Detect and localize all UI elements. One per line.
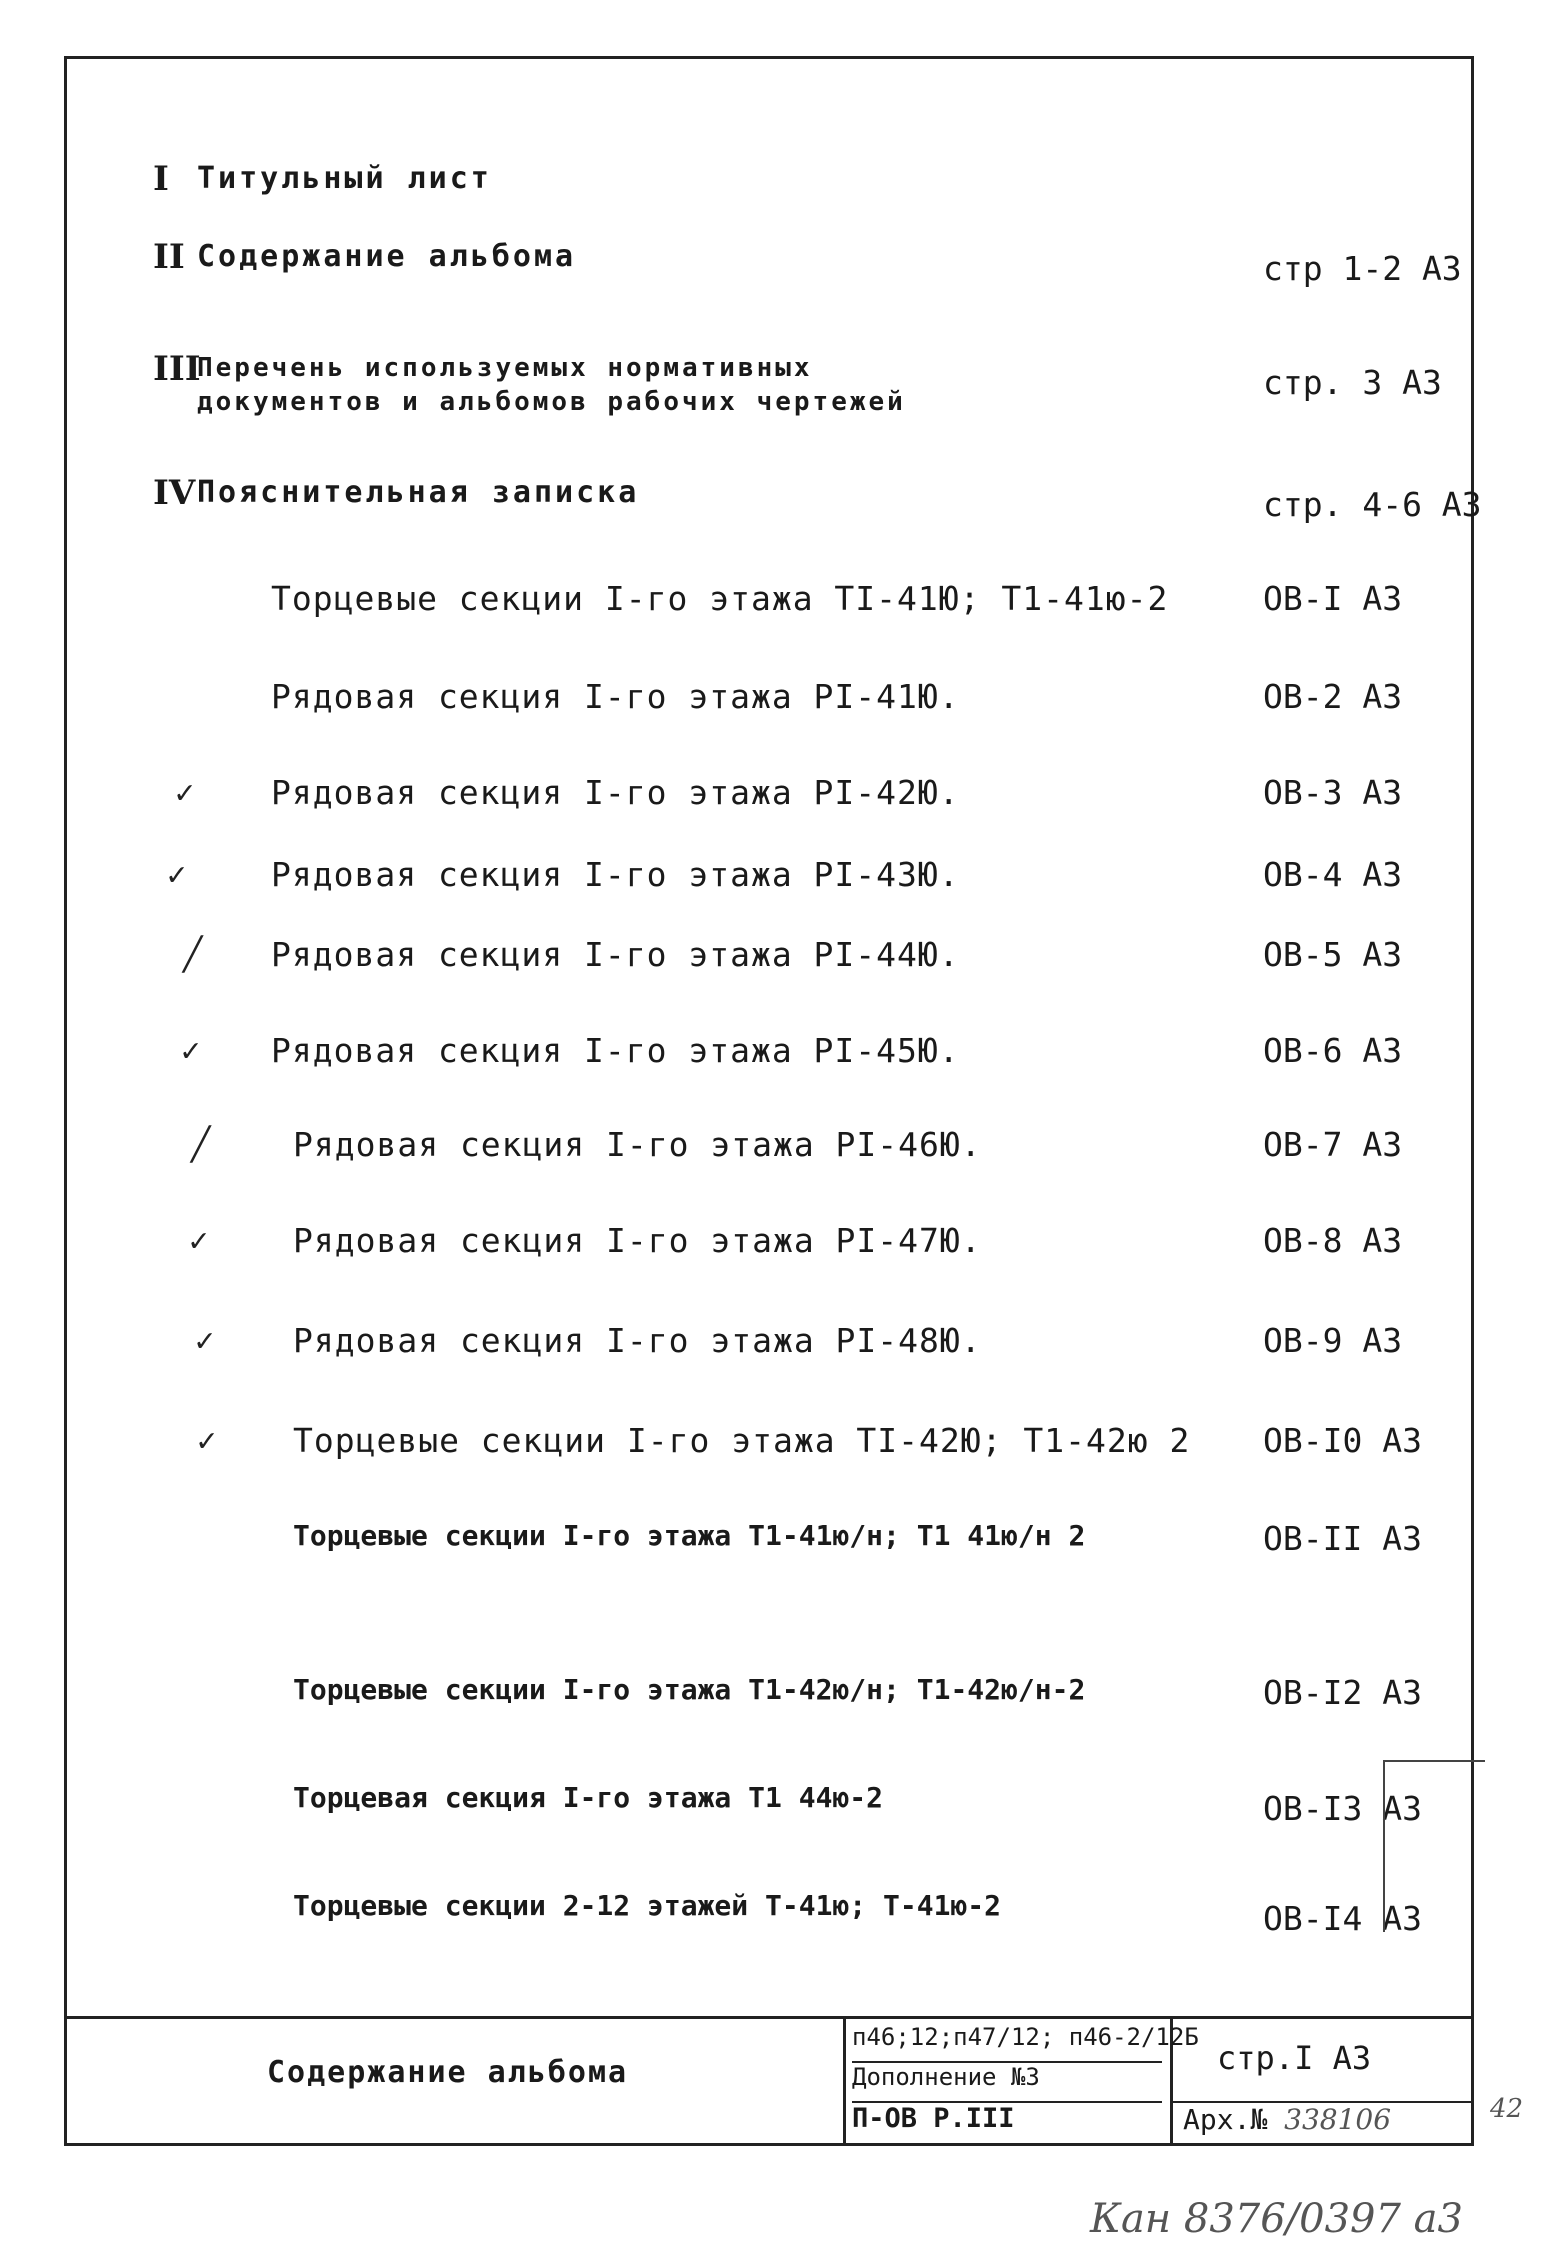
section-number: I bbox=[153, 159, 169, 199]
project-codes: п46;12;п47/12; п46-2/12Б bbox=[852, 2023, 1199, 2051]
check-mark-icon: ✓ bbox=[175, 773, 195, 811]
section-title: Титульный лист bbox=[197, 161, 492, 196]
section-number: IV bbox=[153, 473, 196, 513]
sheet-title: Торцевые секции 2-12 этажей Т-41ю; Т-41ю-2 bbox=[293, 1889, 1002, 1922]
sheet-title: Рядовая секция I-го этажа PI-42Ю. bbox=[271, 773, 960, 812]
sheet-title: Рядовая секция I-го этажа PI-41Ю. bbox=[271, 677, 960, 716]
check-mark-icon: ✓ bbox=[181, 1031, 201, 1069]
sheet-title: Рядовая секция I-го этажа PI-45Ю. bbox=[271, 1031, 960, 1070]
sheet-title: Рядовая секция I-го этажа PI-43Ю. bbox=[271, 855, 960, 894]
section-code: П-ОВ Р.III bbox=[852, 2101, 1162, 2134]
section-row-2 bbox=[67, 237, 1471, 307]
corner-stamp-frame bbox=[1383, 1760, 1485, 1932]
section-number: II bbox=[153, 237, 185, 277]
sheet-title: Торцевые секции I-го этажа ТI-42Ю; Т1-42ю 2 bbox=[293, 1421, 1191, 1460]
archive-label: Арх.№ bbox=[1183, 2103, 1268, 2136]
sheet-row-13 bbox=[67, 1781, 1471, 1851]
sheet-row-2 bbox=[67, 677, 1471, 747]
section-ref: стр. 3 А3 bbox=[1263, 363, 1442, 402]
section-ref: стр 1-2 А3 bbox=[1263, 249, 1462, 288]
sheet-row-6 bbox=[67, 1031, 1471, 1101]
sheet-ref: ОВ-II А3 bbox=[1263, 1519, 1422, 1558]
title-block bbox=[67, 2016, 1471, 2143]
sheet-title: Рядовая секция I-го этажа PI-48Ю. bbox=[293, 1321, 982, 1360]
archive-number: 338106 bbox=[1284, 2103, 1392, 2136]
section-row-3 bbox=[67, 349, 1471, 459]
sheet-ref: ОВ-I3 А3 bbox=[1263, 1789, 1422, 1828]
sheet-ref: ОВ-9 А3 bbox=[1263, 1321, 1403, 1360]
sheet-ref: ОВ-I А3 bbox=[1263, 579, 1403, 618]
sheet-row-14 bbox=[67, 1889, 1471, 1959]
margin-page-number: 42 bbox=[1490, 2094, 1524, 2124]
sheet-row-9 bbox=[67, 1321, 1471, 1391]
sheet-title: Торцевая секция I-го этажа Т1 44ю-2 bbox=[293, 1781, 884, 1814]
sheet-row-8 bbox=[67, 1221, 1471, 1291]
sheet-row-12 bbox=[67, 1673, 1471, 1743]
section-row-1 bbox=[67, 159, 1471, 229]
sheet-title: Торцевые секции I-го этажа Т1-41ю/н; Т1 41ю/н 2 bbox=[293, 1519, 1086, 1552]
check-mark-icon: ✓ bbox=[197, 1421, 217, 1459]
sheet-row-11 bbox=[67, 1519, 1471, 1589]
check-mark-icon: ╱ bbox=[183, 935, 203, 973]
section-title: Содержание альбома bbox=[197, 239, 577, 274]
sheet-row-3 bbox=[67, 773, 1471, 843]
sheet-ref: ОВ-I0 А3 bbox=[1263, 1421, 1422, 1460]
sheet-ref: ОВ-I4 А3 bbox=[1263, 1899, 1422, 1938]
check-mark-icon: ╱ bbox=[191, 1125, 211, 1163]
title-block-code bbox=[843, 2019, 1199, 2143]
sheet-row-1 bbox=[67, 579, 1471, 649]
sheet-row-10 bbox=[67, 1421, 1471, 1491]
check-mark-icon: ✓ bbox=[189, 1221, 209, 1259]
page-number: стр.I А3 bbox=[1217, 2039, 1372, 2077]
sheet-ref: ОВ-4 А3 bbox=[1263, 855, 1403, 894]
sheet-ref: ОВ-I2 А3 bbox=[1263, 1673, 1422, 1712]
section-title: Перечень используемых нормативных документов и альбомов рабочих чертежей bbox=[197, 353, 906, 417]
sheet-title: Торцевые секции I-го этажа ТI-41Ю; Т1-41ю-2 bbox=[271, 579, 1169, 618]
section-title: Пояснительная записка bbox=[197, 475, 640, 510]
sheet-row-5 bbox=[67, 935, 1471, 1005]
sheet-title: Рядовая секция I-го этажа PI-44Ю. bbox=[271, 935, 960, 974]
addendum-label: Дополнение №3 bbox=[852, 2061, 1162, 2091]
section-row-4 bbox=[67, 473, 1482, 543]
sheet-ref: ОВ-3 А3 bbox=[1263, 773, 1403, 812]
sheet-row-4 bbox=[67, 855, 1471, 925]
check-mark-icon: ✓ bbox=[167, 855, 187, 893]
sheet-row-7 bbox=[67, 1125, 1471, 1195]
title-block-caption: Содержание альбома bbox=[267, 2055, 629, 2090]
sheet-title: Рядовая секция I-го этажа PI-46Ю. bbox=[293, 1125, 982, 1164]
sheet-ref: ОВ-2 А3 bbox=[1263, 677, 1403, 716]
sheet-ref: ОВ-8 А3 bbox=[1263, 1221, 1403, 1260]
sheet-title: Рядовая секция I-го этажа PI-47Ю. bbox=[293, 1221, 982, 1260]
document-sheet bbox=[64, 56, 1482, 2146]
sheet-ref: ОВ-7 А3 bbox=[1263, 1125, 1403, 1164]
sheet-ref: ОВ-5 А3 bbox=[1263, 935, 1403, 974]
check-mark-icon: ✓ bbox=[195, 1321, 215, 1359]
sheet-title: Торцевые секции I-го этажа Т1-42ю/н; Т1-42ю/н-2 bbox=[293, 1673, 1086, 1706]
archive-number-cell bbox=[1173, 2101, 1471, 2143]
section-ref: стр. 4-6 А3 bbox=[1263, 485, 1482, 524]
sheet-ref: ОВ-6 А3 bbox=[1263, 1031, 1403, 1070]
handwritten-note: Кан 8376/0397 а3 bbox=[1090, 2196, 1463, 2242]
section-number: III bbox=[153, 349, 201, 389]
